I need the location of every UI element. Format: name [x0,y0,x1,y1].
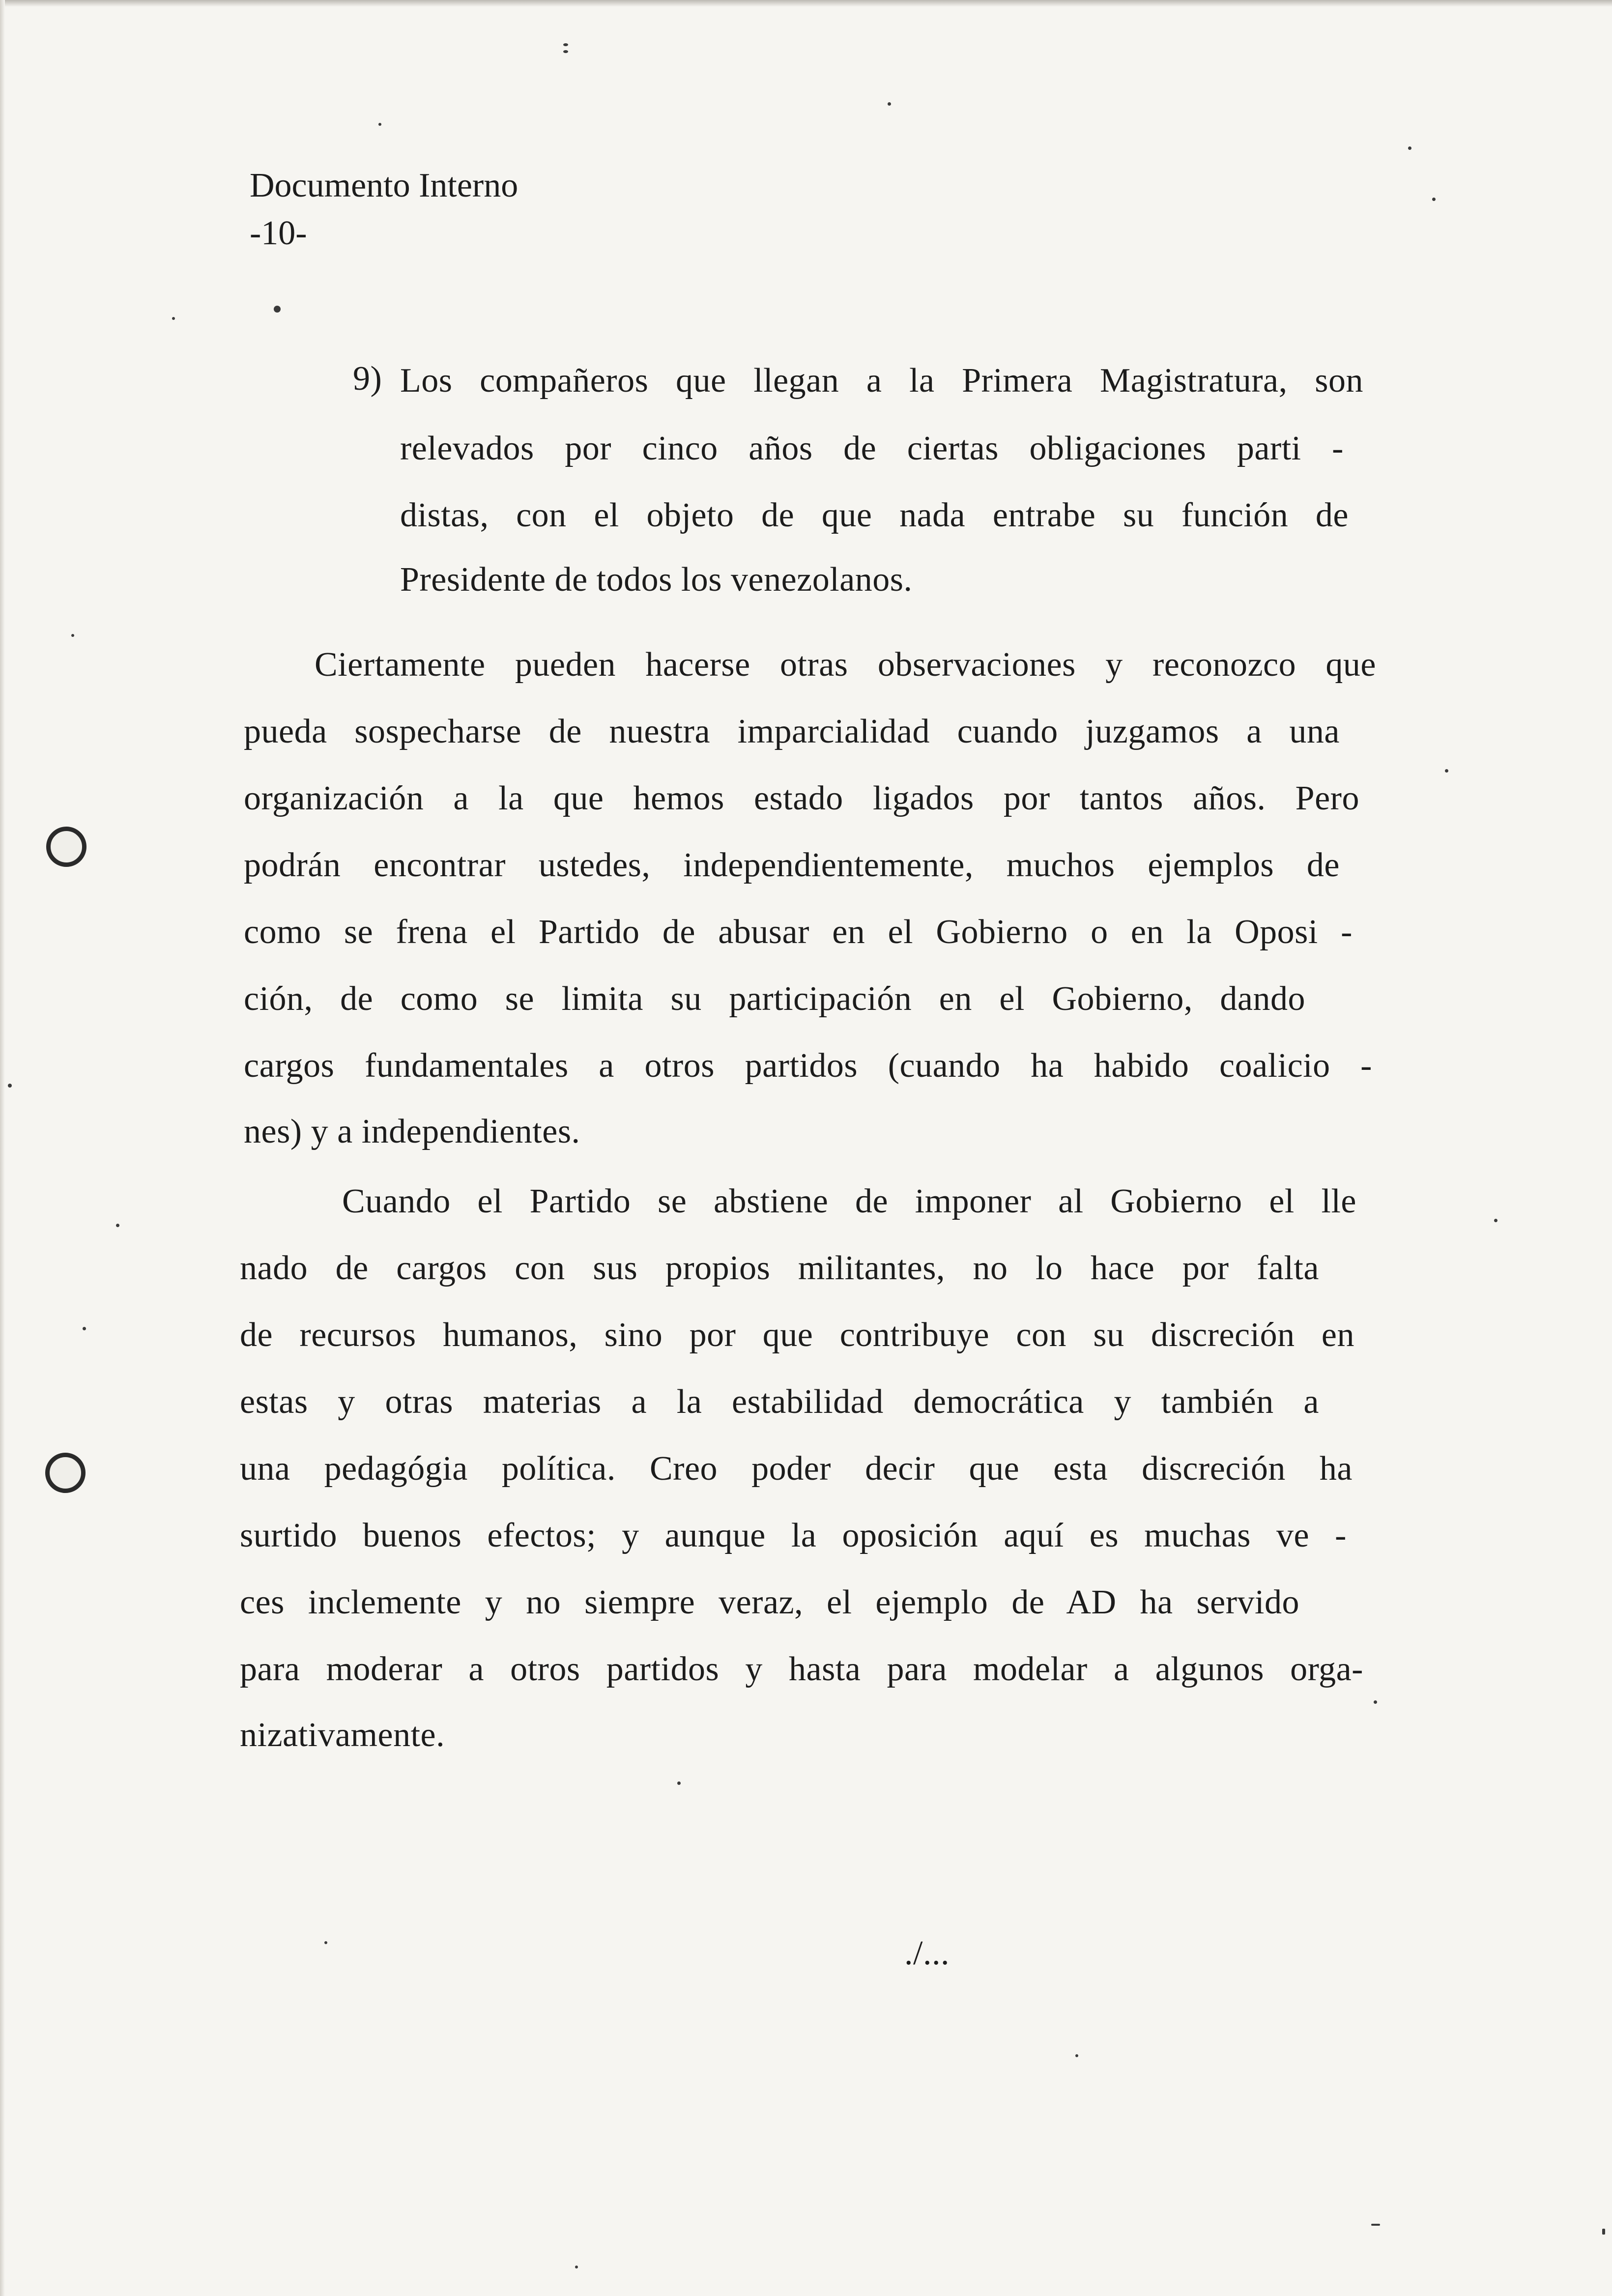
paragraph-1-line: organización a la que hemos estado ligados por tantos años. Pero [244,779,1359,817]
paragraph-2-line: ces inclemente y no siempre veraz, el ejemplo de AD ha servido [240,1583,1299,1621]
punch-hole-lower [45,1453,86,1493]
paragraph-2-line: una pedagógia política. Creo poder decir que esta discreción ha [240,1450,1353,1488]
scan-speck [563,43,568,46]
paragraph-1-line: Ciertamente pueden hacerse otras observaciones y reconozco que [315,646,1376,684]
paragraph-2-line: estas y otras materias a la estabilidad democrática y también a [240,1383,1319,1421]
scan-speck [1445,769,1448,773]
scan-speck [172,317,175,320]
scan-speck [1408,146,1411,150]
scan-speck [71,634,74,637]
scan-speck [324,1941,327,1944]
item-9-line: Los compañeros que llegan a la Primera Magistratura, son [400,362,1363,400]
item-9-marker: 9) [353,360,382,398]
paragraph-1-line: ción, de como se limita su participación en el Gobierno, dando [244,980,1305,1018]
item-9-line: Presidente de todos los venezolanos. [400,561,913,599]
paragraph-2-line: de recursos humanos, sino por que contribuye con su discreción en [240,1316,1354,1354]
scan-edge-top [0,0,1612,7]
scan-speck [888,102,891,106]
page-number: -10- [250,214,307,252]
scan-speck [575,2266,578,2268]
paragraph-2-line: nizativamente. [240,1716,445,1754]
scan-speck [378,123,381,126]
paragraph-1-line: podrán encontrar ustedes, independientemente, muchos ejemplos de [244,846,1340,884]
paragraph-2-line: Cuando el Partido se abstiene de imponer al Gobierno el lle [342,1182,1356,1220]
scan-speck [1371,2224,1380,2226]
punch-hole-upper [46,827,86,867]
paragraph-2-line: surtido buenos efectos; y aunque la oposición aquí es muchas ve - [240,1517,1347,1554]
scan-speck [1432,198,1436,201]
paragraph-2-line: para moderar a otros partidos y hasta para modelar a algunos orga- [240,1650,1363,1688]
scan-speck [8,1084,12,1088]
scan-edge-left [0,0,5,2296]
paragraph-1-line: como se frena el Partido de abusar en el Gobierno o en la Oposi - [244,913,1353,951]
paragraph-2-line: nado de cargos con sus propios militantes, no lo hace por falta [240,1249,1319,1287]
scan-speck [563,50,568,53]
scan-speck [1494,1219,1497,1222]
scan-speck [1374,1700,1377,1704]
scan-speck [83,1327,86,1330]
continuation-mark: ./... [904,1934,950,1972]
item-9-line: relevados por cinco años de ciertas obligaciones parti - [400,430,1344,467]
document-header-label: Documento Interno [250,167,518,204]
scan-speck [274,306,281,313]
paragraph-1-line: cargos fundamentales a otros partidos (cuando ha habido coalicio - [244,1047,1372,1085]
paragraph-1-line: pueda sospecharse de nuestra imparcialidad cuando juzgamos a una [244,713,1340,750]
paragraph-1-line: nes) y a independientes. [244,1113,580,1150]
scan-speck [1602,2229,1605,2235]
scan-speck [1075,2054,1078,2057]
scan-speck [677,1781,681,1785]
item-9-line: distas, con el objeto de que nada entrabe su función de [400,496,1349,534]
scan-speck [116,1224,119,1227]
